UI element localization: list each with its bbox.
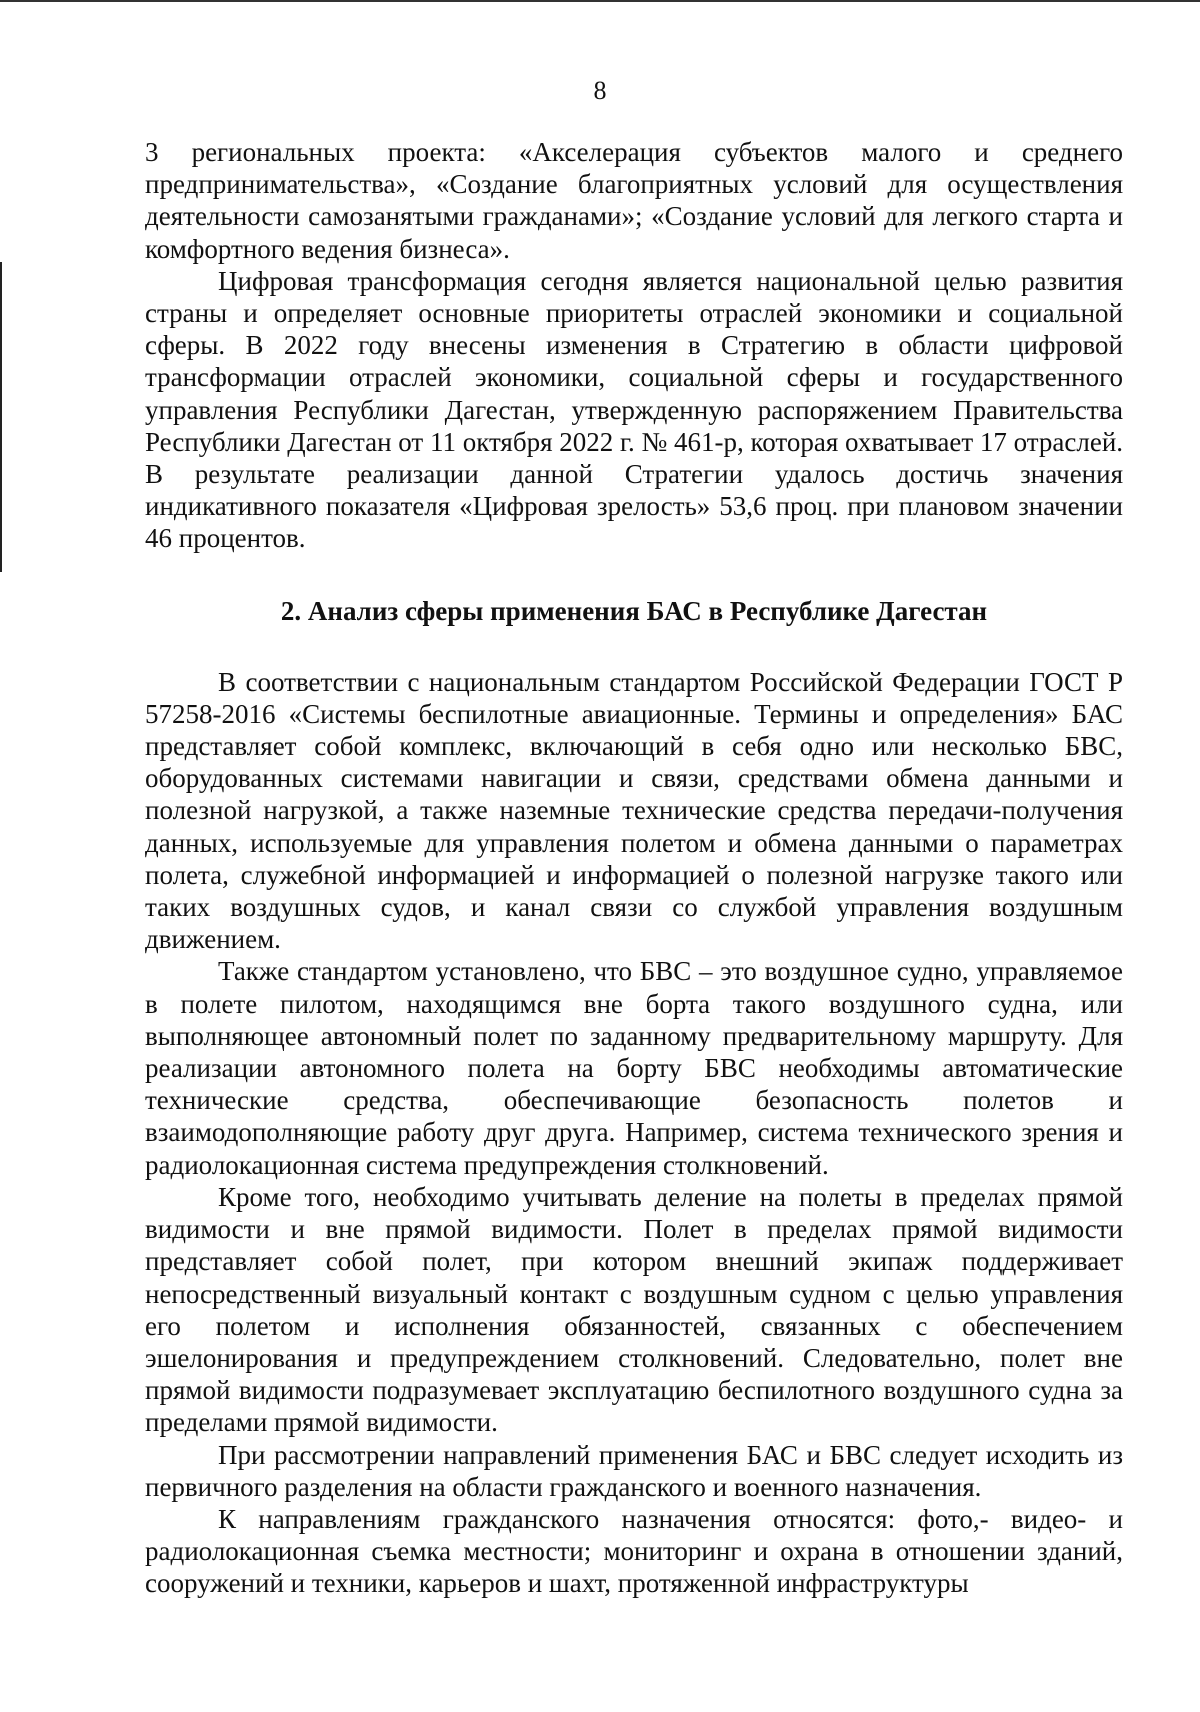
paragraph-application-areas: При рассмотрении направлений применения БАС и БВС следует исходить из первичного разделения на области гражданского и военного назначения. — [145, 1439, 1123, 1502]
paragraph-gost-definition: В соответствии с национальным стандартом Российской Федерации ГОСТ Р 57258-2016 «Системы беспилотные авиационные. Термины и определения» БАС представляет собой комплекс, включающий в себя одно или несколько БВС, оборудованных системами навигации и связи, средствами обмена данными и полезной нагрузкой, а также наземные технические средства передачи-получения данных, используемые для управления полетом и обмена данными о параметрах полета, служебной информацией и информацией о полезной нагрузке такого или таких воздушных судов, и канал связи со службой управления воздушным движением. — [145, 666, 1123, 955]
scan-top-edge — [0, 0, 1200, 2]
paragraph-civil-applications: К направлениям гражданского назначения относятся: фото,- видео- и радиолокационная съемка местности; мониторинг и охрана в отношении зданий, сооружений и техники, карьеров и шахт, протяженной инфраструктуры — [145, 1503, 1123, 1599]
document-body — [145, 136, 1123, 1600]
scan-left-edge — [0, 262, 2, 572]
paragraph-regional-projects: 3 региональных проекта: «Акселерация субъектов малого и среднего предпринимательства», «Создание благоприятных условий для осуществления деятельности самозанятыми гражданами»; «Создание условий для легкого старта и комфортного ведения бизнеса». — [145, 137, 1123, 264]
paragraph-bvs-definition: Также стандартом установлено, что БВС – это воздушное судно, управляемое в полете пилотом, находящимся вне борта такого воздушного судна, или выполняющее автономный полет по заданному предварительному маршруту. Для реализации автономного полета на борту БВС необходимы автоматические технические средства, обеспечивающие безопасность полетов и взаимодополняющие работу друг друга. Например, система технического зрения и радиолокационная система предупреждения столкновений. — [145, 956, 1123, 1180]
page-number: 8 — [593, 76, 607, 105]
paragraph-digital-transformation: Цифровая трансформация сегодня является национальной целью развития страны и определяет основные приоритеты отраслей экономики и социальной сферы. В 2022 году внесены изменения в Стратегию в области цифровой трансформации отраслей экономики, социальной сферы и государственного управления Республики Дагестан, утвержденную распоряжением Правительства Республики Дагестан от 11 октября 2022 г. № 461-р, которая охватывает 17 отраслей. В результате реализации данной Стратегии удалось достичь значения индикативного показателя «Цифровая зрелость» 53,6 проц. при плановом значении 46 процентов. — [145, 265, 1124, 554]
section-heading: 2. Анализ сферы применения БАС в Республике Дагестан — [280, 595, 988, 626]
paragraph-line-of-sight: Кроме того, необходимо учитывать деление на полеты в пределах прямой видимости и вне прямой видимости. Полет в пределах прямой видимости представляет собой полет, при котором внешний экипаж поддерживает непосредственный визуальный контакт с воздушным судном с целью управления его полетом и исполнения обязанностей, связанных с обеспечением эшелонирования и предупреждением столкновений. Следовательно, полет вне прямой видимости подразумевает эксплуатацию беспилотного воздушного судна за пределами прямой видимости. — [145, 1181, 1123, 1438]
